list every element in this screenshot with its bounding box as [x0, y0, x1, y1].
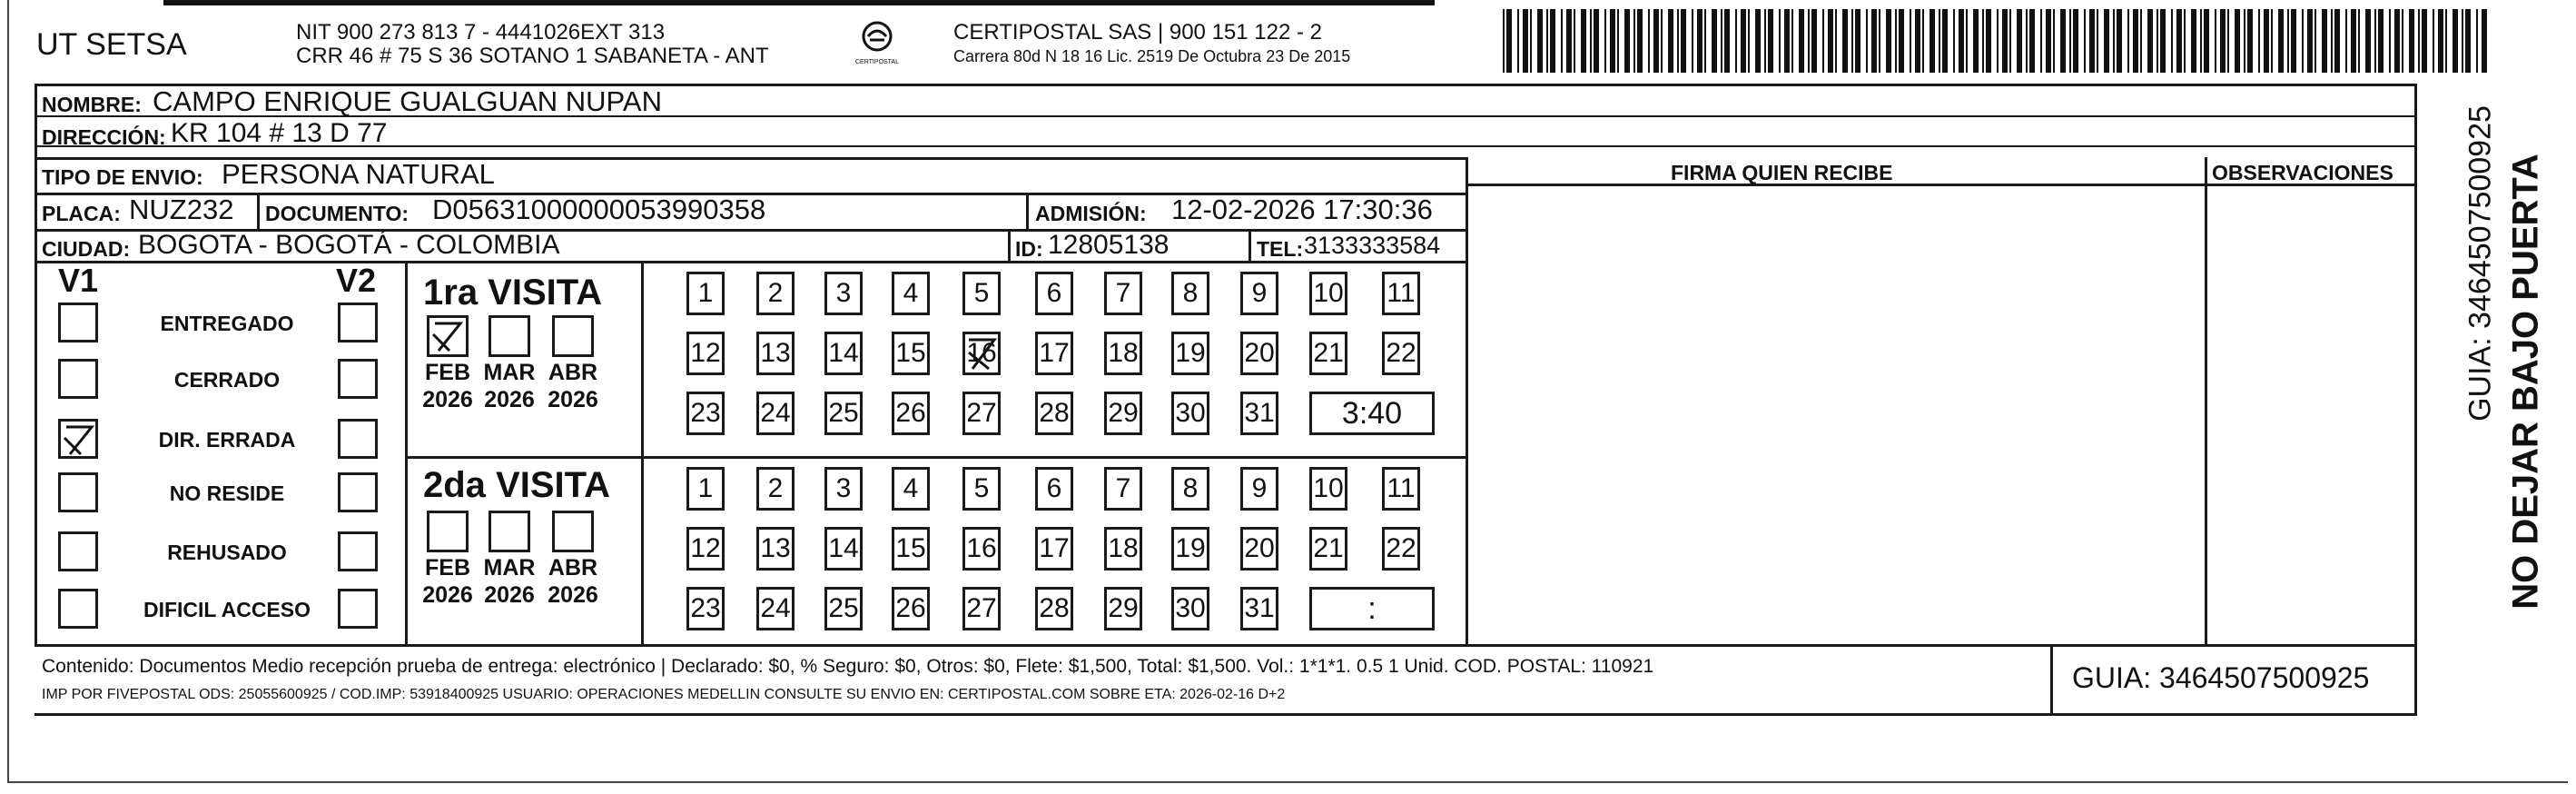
day-box[interactable]: 7 [1104, 467, 1142, 511]
day-box[interactable]: 6 [1035, 272, 1073, 315]
month-name: MAR [483, 555, 536, 581]
day-box[interactable] [962, 332, 1001, 375]
day-box[interactable]: 16 [962, 527, 1001, 571]
tipo-label: TIPO DE ENVIO: [42, 165, 203, 189]
month-year: 2026 [548, 582, 598, 608]
day-box[interactable]: 18 [1104, 527, 1142, 571]
day-box[interactable]: 21 [1309, 332, 1347, 375]
day-box[interactable]: 11 [1382, 272, 1420, 315]
visit-time-box[interactable]: : [1309, 587, 1435, 630]
day-box[interactable]: 10 [1309, 467, 1347, 511]
day-box[interactable]: 11 [1382, 467, 1420, 511]
placa-label: PLACA: [42, 202, 121, 225]
month-label [416, 359, 479, 413]
day-box[interactable]: 5 [962, 467, 1001, 511]
day-box[interactable]: 14 [824, 527, 863, 571]
v1-checkbox[interactable] [58, 303, 98, 342]
day-box[interactable]: 2 [756, 467, 795, 511]
day-box[interactable]: 20 [1240, 332, 1278, 375]
nombre-value: CAMPO ENRIQUE GUALGUAN NUPAN [153, 85, 662, 117]
status-label: REHUSADO [167, 541, 287, 564]
day-box[interactable]: 24 [756, 392, 795, 435]
day-box[interactable]: 5 [962, 272, 1001, 315]
month-year: 2026 [422, 582, 473, 608]
day-box[interactable]: 1 [686, 272, 725, 315]
barcode [1503, 9, 2488, 73]
day-box[interactable]: 24 [756, 587, 795, 630]
month-checkbox[interactable] [552, 511, 594, 552]
visit-time-box[interactable]: 3:40 [1309, 392, 1435, 435]
day-box[interactable]: 23 [686, 587, 725, 630]
month-checkbox[interactable] [489, 315, 530, 357]
footer-contenido: Contenido: Documentos Medio recepción prueba de entrega: electrónico | Declarado: $0, % Seguro: $0, Otros: $0, Flete: $1,500, Total: $1,500. Vol.: 1*1*1. 0.5 1 Unid. COD. POSTAL: 110921 [42, 656, 1654, 677]
ciudad-value: BOGOTA - BOGOTÁ - COLOMBIA [138, 230, 560, 260]
id-label: ID: [1015, 237, 1043, 261]
day-box[interactable]: 22 [1382, 332, 1420, 375]
certipostal-logo [855, 20, 899, 65]
logo-caption: CERTIPOSTAL [855, 59, 899, 65]
v2-checkbox[interactable] [338, 531, 378, 571]
operator-line: CERTIPOSTAL SAS | 900 151 122 - 2 [953, 20, 1322, 45]
v1-checkbox[interactable] [58, 419, 98, 459]
day-box[interactable]: 29 [1104, 392, 1142, 435]
v1-label: V1 [58, 262, 99, 299]
address-line: CRR 46 # 75 S 36 SOTANO 1 SABANETA - ANT [296, 44, 769, 68]
documento-label: DOCUMENTO: [265, 202, 410, 225]
day-box[interactable]: 8 [1171, 272, 1209, 315]
first-visit-title: 1ra VISITA [423, 273, 603, 313]
second-visit-title: 2da VISITA [423, 465, 610, 505]
status-label: DIFICIL ACCESO [143, 598, 311, 621]
status-label: DIR. ERRADA [158, 428, 296, 452]
day-box[interactable]: 29 [1104, 587, 1142, 630]
v2-checkbox[interactable] [338, 419, 378, 459]
day-box[interactable]: 4 [892, 467, 930, 511]
placa-value: NUZ232 [129, 194, 234, 225]
month-year: 2026 [548, 387, 598, 412]
month-year: 2026 [484, 582, 535, 608]
day-box[interactable]: 12 [686, 527, 725, 571]
month-name: ABR [548, 555, 598, 581]
day-box[interactable]: 9 [1240, 467, 1278, 511]
day-box[interactable]: 3 [824, 272, 863, 315]
direccion-value: KR 104 # 13 D 77 [171, 118, 388, 148]
day-number: 16 [966, 338, 997, 368]
month-year: 2026 [422, 387, 473, 412]
day-box[interactable]: 12 [686, 332, 725, 375]
v2-checkbox[interactable] [338, 472, 378, 512]
month-year: 2026 [484, 387, 535, 412]
day-box[interactable]: 14 [824, 332, 863, 375]
v2-checkbox[interactable] [338, 589, 378, 629]
day-box[interactable]: 13 [756, 527, 795, 571]
day-box[interactable]: 27 [962, 587, 1001, 630]
day-box[interactable]: 28 [1035, 587, 1073, 630]
month-name: FEB [425, 555, 470, 581]
tel-label: TEL: [1257, 237, 1304, 261]
day-box[interactable]: 31 [1240, 392, 1278, 435]
ciudad-label: CIUDAD: [42, 237, 131, 261]
direccion-label: DIRECCIÓN: [42, 125, 166, 149]
firma-label: FIRMA QUIEN RECIBE [1671, 161, 1893, 184]
v1-checkbox[interactable] [58, 472, 98, 512]
day-box[interactable]: 23 [686, 392, 725, 435]
day-box[interactable]: 2 [756, 272, 795, 315]
day-box[interactable]: 6 [1035, 467, 1073, 511]
month-label [416, 554, 479, 609]
day-box[interactable]: 1 [686, 467, 725, 511]
v1-checkbox[interactable] [58, 359, 98, 399]
day-box[interactable]: 21 [1309, 527, 1347, 571]
status-label: CERRADO [173, 368, 281, 392]
month-name: ABR [548, 360, 598, 385]
day-box[interactable]: 26 [892, 392, 930, 435]
day-box[interactable]: 8 [1171, 467, 1209, 511]
day-box[interactable]: 9 [1240, 272, 1278, 315]
day-box[interactable]: 31 [1240, 587, 1278, 630]
month-label [478, 554, 541, 609]
month-checkbox[interactable] [427, 511, 469, 552]
nit-line: NIT 900 273 813 7 - 4441026EXT 313 [296, 20, 666, 45]
day-box[interactable]: 7 [1104, 272, 1142, 315]
v1-checkbox[interactable] [58, 531, 98, 571]
day-box[interactable]: 15 [892, 332, 930, 375]
month-checkbox[interactable] [427, 315, 469, 357]
month-name: FEB [425, 360, 470, 385]
month-checkbox[interactable] [489, 511, 530, 552]
day-box[interactable]: 15 [892, 527, 930, 571]
day-mark [965, 334, 998, 383]
v2-checkbox[interactable] [338, 359, 378, 399]
day-box[interactable]: 27 [962, 392, 1001, 435]
day-box[interactable]: 4 [892, 272, 930, 315]
day-box[interactable]: 22 [1382, 527, 1420, 571]
day-box[interactable]: 30 [1171, 392, 1209, 435]
admision-value: 12-02-2026 17:30:36 [1171, 194, 1433, 225]
day-box[interactable]: 13 [756, 332, 795, 375]
observaciones-label: OBSERVACIONES [2212, 161, 2393, 184]
footer-imp: IMP POR FIVEPOSTAL ODS: 25055600925 / COD.IMP: 53918400925 USUARIO: OPERACIONES MEDELLIN CONSULTE SU ENVIO EN: CERTIPOSTAL.COM SOBRE ETA: 2026-02-16 D+2 [42, 687, 1286, 702]
day-box[interactable]: 25 [824, 392, 863, 435]
v2-label: V2 [336, 262, 377, 299]
day-box[interactable]: 26 [892, 587, 930, 630]
status-label: ENTREGADO [160, 312, 294, 335]
day-box[interactable]: 28 [1035, 392, 1073, 435]
day-box[interactable]: 19 [1171, 332, 1209, 375]
day-box[interactable]: 18 [1104, 332, 1142, 375]
footer-guia: GUIA: 3464507500925 [2072, 661, 2370, 694]
nombre-label: NOMBRE: [42, 93, 142, 116]
documento-value: D05631000000053990358 [432, 194, 766, 225]
admision-label: ADMISIÓN: [1035, 202, 1147, 225]
license-line: Carrera 80d N 18 16 Lic. 2519 De Octubra 23 De 2015 [953, 47, 1351, 65]
side-guia: GUIA: 3464507500925 [2462, 105, 2498, 422]
top-edge-marks [163, 0, 1435, 5]
day-box[interactable]: 25 [824, 587, 863, 630]
id-value: 12805138 [1048, 230, 1170, 260]
day-box[interactable]: 17 [1035, 332, 1073, 375]
day-box[interactable]: 30 [1171, 587, 1209, 630]
month-label [541, 359, 605, 413]
day-box[interactable]: 20 [1240, 527, 1278, 571]
status-label: NO RESIDE [169, 481, 285, 505]
month-name: MAR [483, 360, 536, 385]
month-label [478, 359, 541, 413]
tel-value: 3133333584 [1304, 232, 1441, 259]
side-warning: NO DEJAR BAJO PUERTA [2505, 154, 2546, 610]
day-box[interactable]: 3 [824, 467, 863, 511]
v2-checkbox[interactable] [338, 303, 378, 342]
month-label [541, 554, 605, 609]
day-box[interactable]: 19 [1171, 527, 1209, 571]
v1-checkbox[interactable] [58, 589, 98, 629]
day-box[interactable]: 17 [1035, 527, 1073, 571]
tipo-value: PERSONA NATURAL [222, 158, 495, 190]
company-name: UT SETSA [36, 27, 187, 62]
day-box[interactable]: 10 [1309, 272, 1347, 315]
month-checkbox[interactable] [552, 315, 594, 357]
